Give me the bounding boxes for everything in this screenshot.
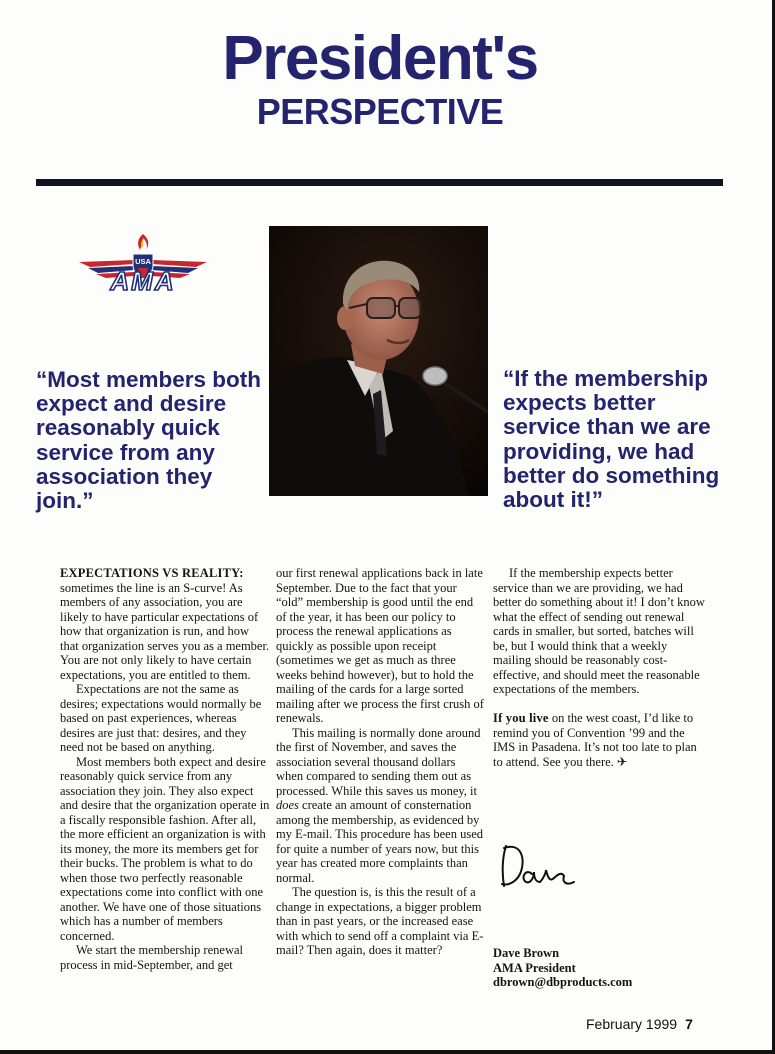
paragraph: If the membership expects better service than we are providing, we had better do something about it! I don’t know what the effect of sending out renewal cards in smaller, but sorted, batches will be, but I would think that a weekly mailing should be reasonably cost-effective, and should meet the reasonable expectations of the members.: [493, 566, 705, 696]
airplane-icon: ✈: [616, 754, 628, 769]
pull-quote-right: “If the membership expects better service than we are providing, we had better do something about it!”: [503, 366, 720, 513]
signature-text: Dave: [496, 838, 499, 839]
paragraph-text: create an amount of consternation among the membership, as evidenced by my E-mail. This procedure has been used for quite a number of years now, but this year has created more complaints than normal.: [276, 798, 484, 885]
scan-edge-bottom: [0, 1050, 775, 1054]
ear: [337, 306, 353, 330]
logo-badge-text: USA: [135, 257, 151, 266]
paragraph-text: This mailing is normally done around the first of November, and saves the association several thousand dollars when compared to sending them out as processed. While this saves us money, it: [276, 725, 481, 798]
paragraph: our first renewal applications back in late September. Due to the fact that your “old” membership is good until the end of the year, it has been our policy to process the renewal applications as quickly as possible upon receipt (sometimes we get as much as three weeks behind however), but to hold the mailing of the cards for a large sorted mailing after we process the first crush of renewals.: [276, 566, 484, 725]
glasses-right-lens: [399, 298, 421, 318]
paragraph-text: sometimes the line is an S-curve! As members of any association, you are likely to have particular expectations of how that organization is run, and how that organization serves you as a member. You are not only likely to have certain expectations, you are entitled to them.: [60, 580, 270, 682]
author-name: Dave Brown: [493, 946, 560, 960]
ama-logo: [76, 232, 210, 294]
paragraph: [276, 726, 484, 886]
lead-heading: EXPECTATIONS VS REALITY:: [60, 566, 244, 580]
emphasis: does: [276, 798, 299, 812]
page-title: President's: [222, 24, 538, 93]
article-column-2: [276, 566, 484, 958]
handwritten-signature: [496, 838, 586, 894]
paragraph: Expectations are not the same as desires; expectations would normally be based on past experiences, whereas desires are just that: desires, and they need not be based on anything.: [60, 682, 262, 754]
microphone-icon: [423, 367, 447, 385]
paragraph: [60, 566, 270, 682]
logo-text: AMA: [110, 266, 176, 294]
page-subtitle: PERSPECTIVE: [256, 91, 504, 132]
author-email[interactable]: dbrown@dbproducts.com: [493, 975, 633, 989]
signature-block: [493, 946, 713, 990]
page-footer: [586, 1015, 693, 1033]
author-title: AMA President: [493, 960, 576, 975]
glasses-left-lens: [367, 298, 395, 318]
paragraph: Most members both expect and desire reasonably quick service from any association they join. They also expect and desire that the organization operate in a fiscally responsible fashion. After all, the more efficient an organization is with its money, the more its members get for their bucks. The problem is what to do when those two perfectly reasonable expectations come into conflict with one another. We have one of those situations which has a number of members concerned.: [60, 754, 270, 943]
page-number: 7: [685, 1016, 693, 1032]
article-column-1: [60, 566, 270, 972]
article-column-3: [493, 566, 707, 769]
paragraph-text: on the west coast, I’d like to remind you of Convention ’99 and the IMS in Pasadena. It’s not too late to plan to attend. See you there.: [493, 711, 697, 769]
pull-quote-left: “Most members both expect and desire reasonably quick service from any association they join.”: [36, 367, 262, 514]
president-photo: [269, 226, 488, 496]
paragraph-lead: If you live: [493, 711, 549, 725]
header-rule: [36, 179, 723, 186]
issue-date: February 1999: [586, 1016, 678, 1032]
paragraph: [493, 711, 707, 769]
paragraph: We start the membership renewal process in mid-September, and get: [60, 943, 243, 972]
paragraph: The question is, is this the result of a change in expectations, a bigger problem than in past years, or the increased ease with which to send off a complaint via E-mail? Then again, does it matter?: [276, 885, 484, 957]
